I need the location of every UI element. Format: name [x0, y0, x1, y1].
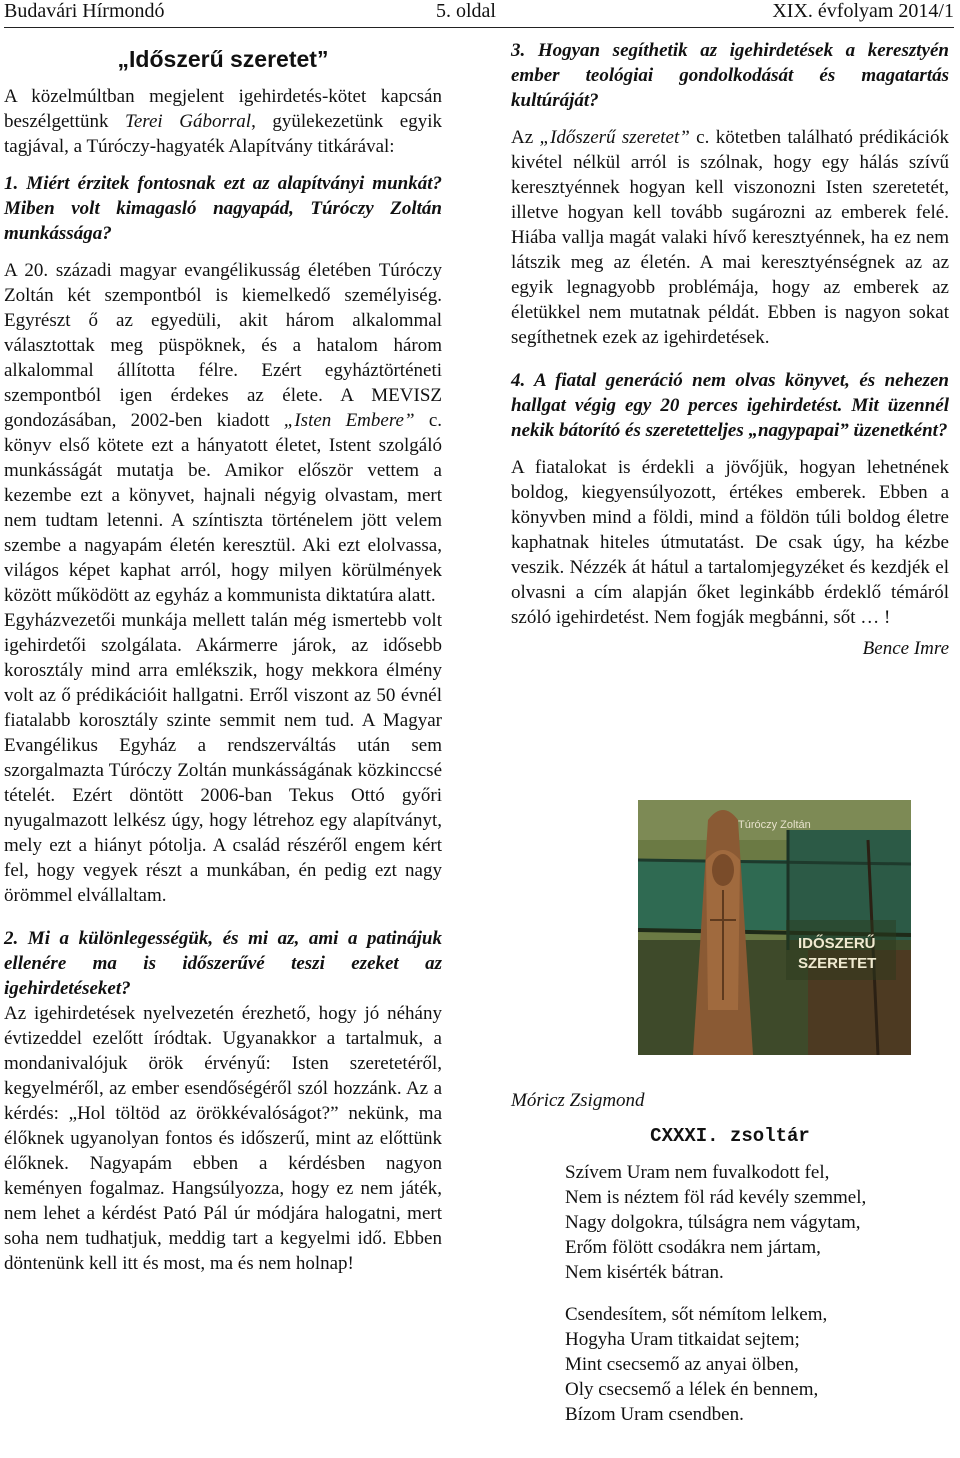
publication-name: Budavári Hírmondó [4, 0, 165, 22]
poem-line: Nem kisérték bátran. [565, 1262, 724, 1283]
poem-line: Oly csecsemő a lélek én bennem, [565, 1379, 819, 1400]
question-3: 3. Hogyan segíthetik az igehirdetések a keresztyén ember teológiai gondolkodását és magatartás kultúráját? [511, 40, 949, 111]
answer-1: A 20. századi magyar evangélikusság életében Túróczy Zoltán két szempontból is kiemelkedő személyiség. Egyrészt ő az egyedüli, akit három alkalommal választottak meg püspöknek, és a hatalom három alkalommal állította félre. Ezért egyháztörténeti szempontból igen érdekes az élete. A MEVISZ gondozásában, 2002-ben kiadott „Isten Embere” c. könyv első kötete ezt a hányatott életet, Istent szolgáló munkásságát mutatja be. Amikor először vettem a kezembe ezt a könyvet, hajnali négyig olvastam, mert nem tudtam letenni. A színtiszta történelem jött velem szembe a nagyapám életén keresztül. Aki ezt elolvassa, világos képet kaphat arról, hogy milyen körülmények között működött az egyház a kommunista diktatúra alatt. [4, 260, 443, 606]
answer-4: A fiatalokat is érdekli a jövőjük, hogyan lehetnének boldog, kiegyensúlyozott, értékes emberek. Ebben a könyvben mind a földi, mind a földön túli boldog életre kaphatnak hiteles útmutatást. De csak úgy, ha kézbe veszik. Nézzék át hátul a tartalomjegyzéket és kezdjék el olvasni a cím alapján őket leginkább érdeklő témáról szóló igehirdetést. Nem fogják megbánni, sőt … ! [511, 457, 949, 628]
poem-author: Móricz Zsigmond [511, 1090, 645, 1111]
poem-line: Szívem Uram nem fuvalkodott fel, [565, 1162, 830, 1183]
book-cover-author: Túróczy Zoltán [738, 819, 811, 831]
right-column [511, 38, 949, 661]
poem-line: Nagy dolgokra, túlságra nem vágytam, [565, 1212, 861, 1233]
book-cover-image [638, 800, 911, 1055]
left-column [4, 46, 442, 1276]
page-number: 5. oldal [436, 0, 496, 22]
answer-3: Az „Időszerű szeretet” c. kötetben található prédikációk kivétel nélkül arról is szólnak, hogy egy hálás szívű keresztyénnek hogyan kell viszonozni Isten szeretetét, illetve hogyan kell tovább sugározni az emberek felé. Hiába vallja magát valaki hívő keresztyénnek, ha ez nem látszik meg az életén. A mai keresztyénségnek az az egyik legnagyobb problémája, hogy az emberek az életükkel nem mutatnak példát. Ebben is nagyon sokat segíthetnek ezek az igehirdetések. [511, 127, 949, 348]
book-cover-title-1: IDŐSZERŰ [798, 935, 876, 952]
question-1: 1. Miért érzitek fontosnak ezt az alapítványi munkát? Miben volt kimagasló nagyapád, Túróczy Zoltán munkássága? [4, 173, 442, 244]
volume-info: XIX. évfolyam 2014/1 [772, 0, 954, 22]
poem-line: Nem is néztem föl rád kevély szemmel, [565, 1187, 867, 1208]
poem-stanza-2 [565, 1302, 955, 1427]
answer-2: Az igehirdetések nyelvezetén érezhető, hogy jó néhány évtizeddel ezelőtt íródtak. Ugyanakkor a tartalmuk, a mondanivalójuk örök érvényű: Isten szeretetéről, kegyelméről, az ember esendőségéről szól hozzánk. Az a kérdés: „Hol töltöd az örökkévalóságot?” nekünk, ma élőknek ugyanolyan fontos és időszerű, mint az előttünk élőknek. Nagyapám ebben a kérdésben nagyon keményen fogalmaz. Hangsúlyozza, hogy ez nem játék, nem lehet a kérdést Pató Pál úr módjára halogatni, mert soha nem tudhatjuk, meddig tart a kegyelmi idő. Ebben döntenünk kell itt és most, ma és nem holnap! [4, 1003, 442, 1274]
poem-stanza-1 [565, 1160, 955, 1285]
article-author: Bence Imre [862, 638, 949, 659]
poem-line: Bízom Uram csendben. [565, 1404, 744, 1425]
intro-paragraph: A közelmúltban megjelent igehirdetés-kötet kapcsán beszélgettünk Terei Gáborral, gyülekezetünk egyik tagjával, a Túróczy-hagyaték Alapítvány titkárával: [4, 86, 442, 157]
poem-line: Mint csecsemő az anyai ölben, [565, 1354, 799, 1375]
page-header [4, 0, 954, 28]
poem-line: Erőm fölött csodákra nem jártam, [565, 1237, 821, 1258]
book-cover-title-2: SZERETET [798, 955, 877, 972]
poem-line: Csendesítem, sőt némítom lelkem, [565, 1304, 828, 1325]
question-4: 4. A fiatal generáció nem olvas könyvet, és nehezen hallgat végig egy 20 perces igehirdetést. Mit üzennél nekik bátorító és szeretetteljes „nagypapai” üzenetként? [511, 370, 949, 441]
question-2: 2. Mi a különlegességük, és mi az, ami a patinájuk ellenére ma is időszerűvé teszi ezeket az igehirdetéseket? [4, 928, 442, 999]
poem-line: Hogyha Uram titkaidat sejtem; [565, 1329, 800, 1350]
answer-1-continued: Egyházvezetői munkája mellett talán még ismertebb volt igehirdetői szolgálata. Akármerre járok, az idősebb korosztály mind arra emlékszik, hogy mekkora élmény volt az ő prédikációit hallgatni. Erről viszont az 50 évnél fiatalabb korosztály szinte semmit nem tud. A Magyar Evangélikus Egyház a rendszerváltás után sem szorgalmazta Túróczy Zoltán munkásságának közkinccsé tételét. Ezért döntött 2006-ban Tekus Ottó győri nyugalmazott lelkész úgy, hogy létrehoz egy alapítványt, mely ezt a hiányt pótolja. A család részéről engem kért fel, hogy vegyek részt a munkában, én pedig ezt nagy örömmel elvállaltam. [4, 610, 442, 906]
article-title: „Időszerű szeretet” [117, 46, 329, 72]
poem-title: CXXXI. zsoltár [650, 1125, 810, 1147]
